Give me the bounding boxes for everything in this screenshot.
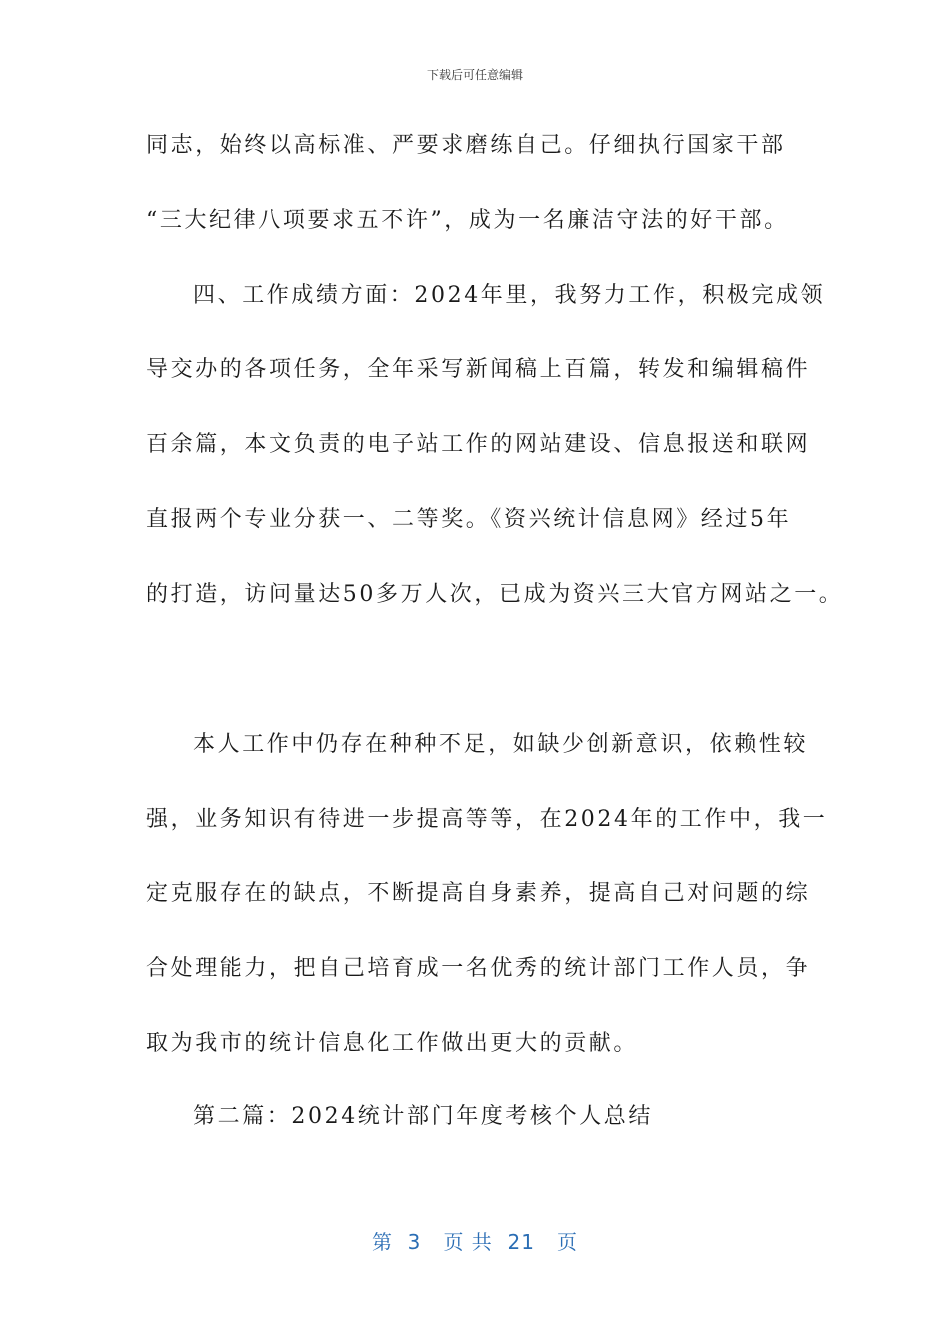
section-heading: 第二篇：2024统计部门年度考核个人总结 xyxy=(193,1104,653,1129)
page-number-footer: 第 3 页 共 21 页 xyxy=(371,1230,579,1254)
header-note: 下载后可任意编辑 xyxy=(426,68,523,82)
body-line: 导交办的各项任务，全年采写新闻稿上百篇，转发和编辑稿件 xyxy=(146,357,811,382)
body-line: 同志，始终以高标准、严要求磨练自己。仔细执行国家干部 xyxy=(146,133,786,158)
body-line: 取为我市的统计信息化工作做出更大的贡献。 xyxy=(146,1031,639,1056)
body-line: 的打造，访问量达50多万人次，已成为资兴三大官方网站之一。 xyxy=(146,582,844,607)
body-line: 四、工作成绩方面：2024年里，我努力工作，积极完成领 xyxy=(193,283,826,308)
body-line: 合处理能力，把自己培育成一名优秀的统计部门工作人员，争 xyxy=(146,956,811,981)
body-line: 强，业务知识有待进一步提高等等，在2024年的工作中，我一 xyxy=(146,807,828,832)
body-line: 本人工作中仍存在种种不足，如缺少创新意识，依赖性较 xyxy=(193,732,809,757)
body-line: “三大纪律八项要求五不许”，成为一名廉洁守法的好干部。 xyxy=(146,208,789,233)
body-line: 直报两个专业分获一、二等奖。《资兴统计信息网》经过5年 xyxy=(146,507,792,532)
body-line: 定克服存在的缺点，不断提高自身素养，提高自己对问题的综 xyxy=(146,881,811,906)
body-line: 百余篇，本文负责的电子站工作的网站建设、信息报送和联网 xyxy=(146,432,811,457)
